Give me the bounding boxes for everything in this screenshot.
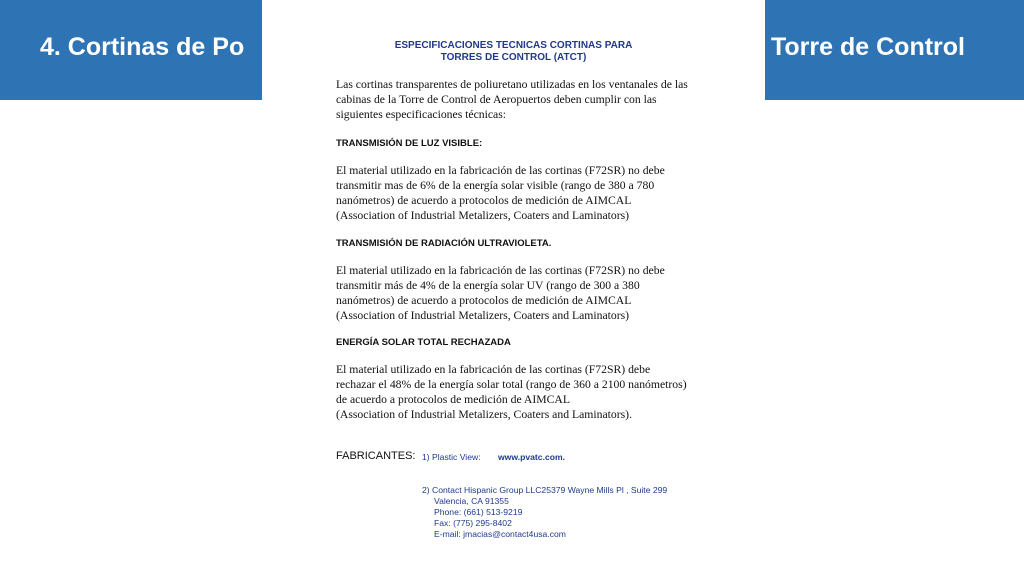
- document-title-line: ESPECIFICACIONES TECNICAS CORTINAS PARA: [394, 40, 633, 51]
- intro-line: siguientes especificaciones técnicas:: [336, 108, 507, 121]
- intro-line: Las cortinas transparentes de poliuretano utilizadas en los ventanales de las: [336, 78, 688, 91]
- section-line: El material utilizado en la fabricación de las cortinas (F72SR) no debe: [336, 164, 665, 177]
- section-line: transmitir mas de 6% de la energía solar visible (rango de 380 a 780: [336, 179, 655, 192]
- section-line: (Association of Industrial Metalizers, Coaters and Laminators): [336, 309, 630, 322]
- section-line: El material utilizado en la fabricación de las cortinas (F72SR) no debe: [336, 264, 665, 277]
- manufacturer-2-email[interactable]: E-mail: jmacias@contact4usa.com: [434, 529, 566, 539]
- title-banner-right: [765, 0, 1024, 100]
- section-line: (Association of Industrial Metalizers, Coaters and Laminators): [336, 209, 630, 222]
- section-line: nanómetros) de acuerdo a protocolos de medición de AIMCAL: [336, 294, 632, 307]
- section-line: nanómetros) de acuerdo a protocolos de medición de AIMCAL: [336, 194, 632, 207]
- slide-title-right: Torre de Control: [771, 33, 965, 61]
- manufacturer-1-url[interactable]: www.pvatc.com.: [498, 452, 566, 462]
- section-line: transmitir más de 4% de la energía solar UV (rango de 300 a 380: [336, 279, 640, 292]
- section-line: rechazar el 48% de la energía solar total (rango de 360 a 2100 nanómetros): [336, 378, 687, 391]
- section-heading: TRANSMISIÓN DE LUZ VISIBLE:: [336, 138, 483, 149]
- manufacturer-2-address: Valencia, CA 91355: [434, 496, 509, 506]
- slide-title-left: 4. Cortinas de Po: [40, 33, 245, 61]
- manufacturer-2-phone: Phone: (661) 513-9219: [434, 507, 523, 517]
- section-heading: TRANSMISIÓN DE RADIACIÓN ULTRAVIOLETA.: [336, 238, 552, 249]
- section-line: (Association of Industrial Metalizers, Coaters and Laminators).: [336, 408, 632, 421]
- document-title-line: TORRES DE CONTROL (ATCT): [440, 52, 587, 63]
- spec-document: [262, 0, 765, 576]
- manufacturer-2-fax: Fax: (775) 295-8402: [434, 518, 512, 528]
- intro-line: cabinas de la Torre de Control de Aeropuertos deben cumplir con las: [336, 93, 657, 106]
- manufacturer-1-name: 1) Plastic View:: [422, 452, 481, 462]
- title-banner-left: [0, 0, 262, 100]
- section-line: de acuerdo a protocolos de medición de AIMCAL: [336, 393, 571, 406]
- section-line: El material utilizado en la fabricación de las cortinas (F72SR) debe: [336, 363, 651, 376]
- manufacturer-2-name: 2) Contact Hispanic Group LLC25379 Wayne Mills Pl , Suite 299: [422, 485, 668, 495]
- section-heading: ENERGÍA SOLAR TOTAL RECHAZADA: [336, 337, 511, 348]
- fabricantes-label: FABRICANTES:: [336, 450, 416, 462]
